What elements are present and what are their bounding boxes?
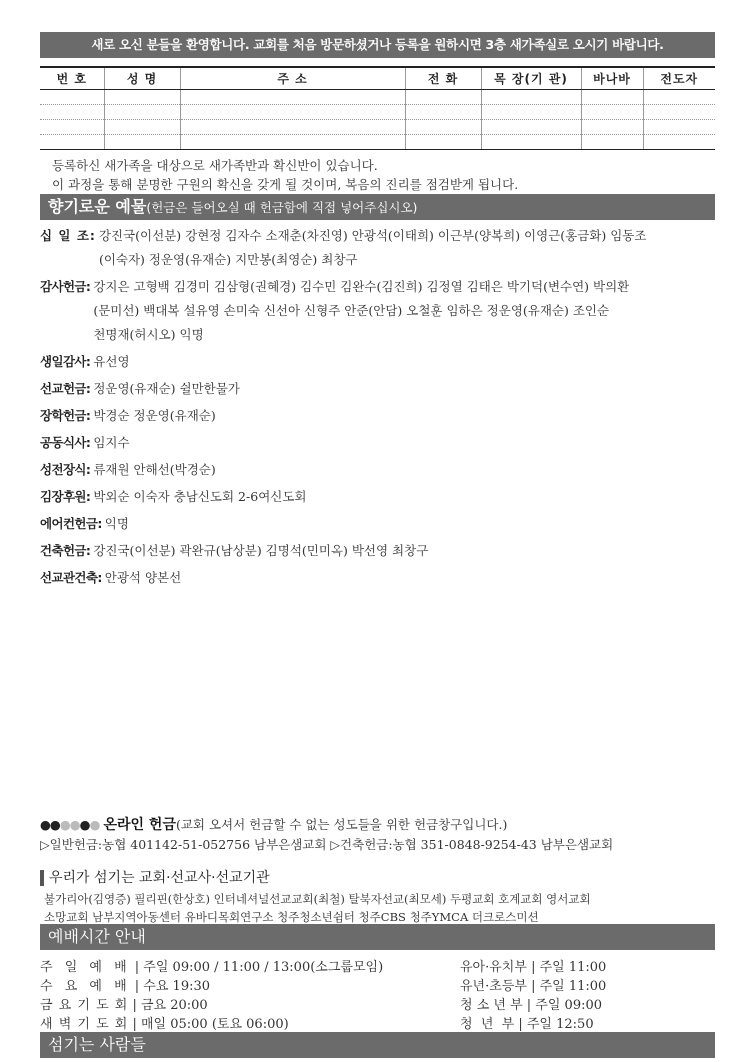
header-address: 주 소 (180, 67, 405, 89)
schedule-time: 매일 05:00 (토요 06:00) (140, 1017, 289, 1032)
offerings-title: 향기로운 예물 (48, 197, 147, 216)
schedule-time: 주일 09:00 (535, 998, 603, 1013)
offering-label: 김장후원: (40, 489, 91, 504)
offering-names: 임지수 (93, 435, 130, 450)
schedule-label: 수 요 예 배 (40, 979, 131, 994)
online-accounts[interactable]: ▷일반헌금:농협 401142-51-052756 남부은샘교회 ▷건축헌금:농협 351-0848-9254-43 남부은샘교회 (40, 837, 614, 852)
offering-names: 박경순 정운영(유재순) (93, 408, 216, 423)
offerings-subtitle: (헌금은 들어오실 때 헌금함에 직접 넣어주십시오) (146, 200, 418, 215)
offering-label: 건축헌금: (40, 543, 91, 558)
schedule-time: 금요 20:00 (140, 998, 208, 1013)
missions-line: 불가리아(김영증) 필리핀(한상호) 인터네셔널선교교회(최철) 탈북자선교(최모세) 두평교회 호계교회 영서교회 (44, 892, 591, 906)
header-barnabas: 바나바 (581, 67, 643, 89)
offerings-list (40, 224, 720, 593)
schedule-time: 주일 09:00 / 11:00 / 13:00(소그룹모임) (143, 960, 384, 975)
offering-names: 강진국(이선분) 강현정 김자수 소재춘(차진영) 안광석(이태희) 이근부(양복희) 이영근(홍금화) 임동조 (98, 228, 647, 243)
offering-scholarship (40, 404, 720, 428)
offering-names: 정운영(유재순) 쉴만한물가 (93, 381, 240, 396)
schedule-row: 새 벽 기 도 회 | 매일 05:00 (토요 06:00) 청 년 부 | 주일 12:50 (40, 1017, 594, 1032)
offering-kimchi (40, 485, 720, 509)
offering-label: 십 일 조: (40, 228, 96, 243)
worship-schedule (40, 958, 715, 1034)
staff-header (40, 1032, 715, 1058)
offering-names: (문미선) 백대복 설유영 손미숙 신선아 신형주 안준(안담) 오철훈 임하은 정운영(유재순) 조인순 (93, 303, 610, 318)
offering-names: 유선영 (93, 354, 130, 369)
header-name: 성 명 (104, 67, 180, 89)
offerings-header (40, 194, 715, 220)
offering-names: 천명재(허시오) 익명 (93, 327, 204, 342)
offering-names: 익명 (104, 516, 129, 531)
offering-names: 박외순 이숙자 충남신도회 2-6여신도회 (93, 489, 307, 504)
registration-table (40, 66, 715, 150)
schedule-time: 주일 11:00 (539, 979, 607, 994)
offering-building (40, 539, 720, 563)
offering-label: 에어컨헌금: (40, 516, 102, 531)
offering-names: (이숙자) 정운영(유재순) 지만봉(최영순) 최창구 (98, 252, 358, 267)
worship-title: 예배시간 안내 (48, 927, 146, 946)
welcome-banner: 새로 오신 분들을 환영합니다. 교회를 처음 방문하셨거나 등록을 원하시면 3층 새가족실로 오시기 바랍니다. (40, 32, 715, 58)
offering-names: 안광석 양본선 (104, 570, 182, 585)
staff-title: 섬기는 사람들 (48, 1035, 146, 1054)
schedule-label: 주 일 예 배 (40, 960, 131, 975)
offering-mission (40, 377, 720, 401)
table-row[interactable] (40, 119, 715, 134)
offering-label: 선교헌금: (40, 381, 91, 396)
online-desc: (교회 오셔서 헌금할 수 없는 성도들을 위한 헌금창구입니다.) (175, 817, 508, 832)
note-line: 등록하신 새가족을 대상으로 새가족반과 확신반이 있습니다. (52, 158, 378, 173)
offering-names: 강진국(이선분) 곽완규(남상분) 김명석(민미옥) 박선영 최창구 (93, 543, 429, 558)
table-row[interactable] (40, 89, 715, 104)
missions-line: 소망교회 남부지역아동센터 유바디목회연구소 청주청소년쉼터 청주CBS 청주YMCA 더크로스미션 (44, 910, 539, 924)
offering-label: 장학헌금: (40, 408, 91, 423)
offering-birthday (40, 350, 720, 374)
offering-names: 강지은 고형백 김경미 김삼형(권혜경) 김수민 김완수(김진희) 김정열 김태은 박기덕(변수연) 박의환 (93, 279, 630, 294)
schedule-row: 수 요 예 배 | 수요 19:30 유년·초등부 | 주일 11:00 (40, 979, 607, 994)
online-offering (40, 815, 720, 855)
header-number: 번 호 (40, 67, 104, 89)
registration-note (52, 156, 712, 194)
schedule-label: 청 년 부 (460, 1017, 515, 1032)
schedule-time: 수요 19:30 (143, 979, 211, 994)
offering-meal (40, 431, 720, 455)
schedule-label: 유아·유치부 (460, 960, 527, 975)
offering-mission-building (40, 566, 720, 590)
offering-label: 생일감사: (40, 354, 91, 369)
schedule-label: 청 소 년 부 (460, 998, 523, 1013)
schedule-row: 주 일 예 배 | 주일 09:00 / 11:00 / 13:00(소그룹모임) 유아·유치부 | 주일 11:00 (40, 960, 607, 975)
missions-section (40, 870, 720, 926)
registration-header-row (40, 67, 715, 89)
header-phone: 전 화 (405, 67, 481, 89)
offering-tithe (40, 224, 720, 272)
offering-aircon (40, 512, 720, 536)
note-line: 이 과정을 통해 분명한 구원의 확신을 갖게 될 것이며, 복음의 진리를 점검받게 됩니다. (52, 177, 519, 192)
table-row[interactable] (40, 134, 715, 149)
schedule-time: 주일 11:00 (539, 960, 607, 975)
schedule-time: 주일 12:50 (526, 1017, 594, 1032)
schedule-label: 유년·초등부 (460, 979, 527, 994)
online-title: 온라인 헌금 (103, 817, 176, 833)
offering-label: 선교관건축: (40, 570, 102, 585)
offering-label: 감사헌금: (40, 279, 91, 294)
missions-title: 우리가 섬기는 교회·선교사·선교기관 (40, 870, 720, 886)
table-row[interactable] (40, 104, 715, 119)
header-group: 목 장(기 관) (481, 67, 581, 89)
offering-label: 공동식사: (40, 435, 91, 450)
offering-thanks (40, 275, 720, 347)
worship-header (40, 924, 715, 950)
online-title-line (40, 815, 720, 835)
schedule-row: 금 요 기 도 회 | 금요 20:00 청 소 년 부 | 주일 09:00 (40, 998, 603, 1013)
offering-names: 류재원 안해선(박경순) (93, 462, 216, 477)
schedule-label: 금 요 기 도 회 (40, 998, 129, 1013)
header-evangelist: 전도자 (643, 67, 715, 89)
offering-decoration (40, 458, 720, 482)
schedule-label: 새 벽 기 도 회 (40, 1017, 129, 1032)
offering-label: 성전장식: (40, 462, 91, 477)
dots-icon: ●●●●●● (40, 817, 100, 832)
